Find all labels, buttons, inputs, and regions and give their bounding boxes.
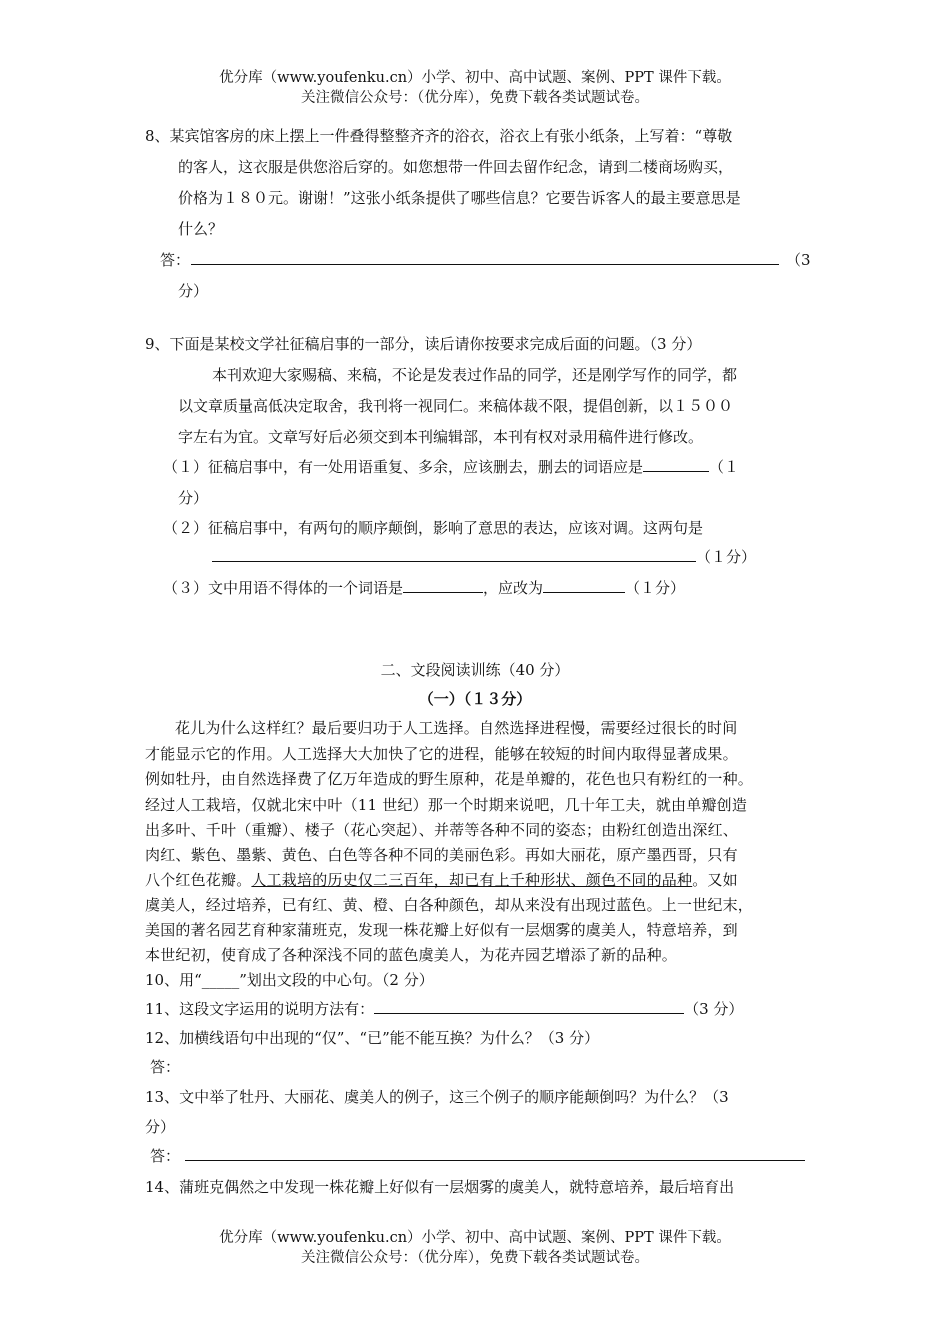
q9-notice-line-1: 本刊欢迎大家赐稿、来稿，不论是发表过作品的同学，还是刚学写作的同学，都 — [212, 366, 738, 384]
q9-sub3-text-b: ，应改为 — [483, 579, 544, 597]
q9-sub3-score: （１分） — [625, 579, 686, 597]
q8-score-b: 分） — [178, 282, 209, 300]
footer-line-1: 优分库（www.youfenku.cn）小学、初中、高中试题、案例、PPT 课件下载。 — [219, 1230, 731, 1246]
q9-sub1-blank[interactable] — [643, 456, 709, 472]
q9-sub3-blank-2[interactable] — [543, 577, 625, 593]
passage-line-1: 花儿为什么这样红？最后要归功于人工选择。自然选择进程慢，需要经过很长的时间 — [175, 719, 738, 737]
section-2-title: 二、文段阅读训练（40 分） — [380, 661, 570, 679]
q9-notice-line-3: 字左右为宜。文章写好后必须交到本刊编辑部，本刊有权对录用稿件进行修改。 — [178, 428, 704, 446]
passage-line-2: 才能显示它的作用。人工选择大大加快了它的进程，能够在较短的时间内取得显著成果。 — [145, 745, 738, 763]
q8-line-3: 价格为１８０元。谢谢！”这张小纸条提供了哪些信息？它要告诉客人的最主要意思是 — [178, 189, 741, 207]
q11-text: 11、这段文字运用的说明方法有： — [145, 1000, 375, 1018]
q11-blank[interactable] — [374, 998, 684, 1014]
q13: 13、文中举了牡丹、大丽花、虞美人的例子，这三个例子的顺序能颠倒吗？为什么？（3 — [145, 1088, 729, 1106]
q9-sub1-score-a: （１ — [709, 458, 740, 476]
q14: 14、蒲班克偶然之中发现一株花瓣上好似有一层烟雾的虞美人，就特意培养，最后培育出 — [145, 1178, 735, 1196]
q10: 10、用“_____”划出文段的中心句。（2 分） — [145, 971, 434, 989]
q9-sub3-blank-1[interactable] — [403, 577, 483, 593]
passage-line-7-a: 八个红色花瓣。 — [145, 871, 252, 889]
q8-answer-label: 答： — [160, 251, 191, 269]
q9-sub2: （２）征稿启事中，有两句的顺序颠倒，影响了意思的表达，应该对调。这两句是 — [163, 519, 704, 537]
passage-line-3: 例如牡丹，由自然选择费了亿万年造成的野生原种，花是单瓣的，花色也只有粉红的一种。 — [145, 770, 754, 788]
q8-line-1: 8、某宾馆客房的床上摆上一件叠得整整齐齐的浴衣，浴衣上有张小纸条，上写着：“尊敬 — [145, 127, 733, 145]
section-2-part-1: （一）（１３分） — [418, 690, 532, 708]
q9-intro: 9、下面是某校文学社征稿启事的一部分，读后请你按要求完成后面的问题。（3 分） — [145, 335, 702, 353]
q12-answer-label: 答： — [150, 1058, 181, 1076]
passage-line-6: 肉红、紫色、墨紫、黄色、白色等各种不同的美丽色彩。再如大丽花，原产墨西哥，只有 — [145, 846, 738, 864]
q9-sub3 — [163, 577, 685, 598]
q9-notice-line-2: 以文章质量高低决定取舍，我刊将一视同仁。来稿体裁不限，提倡创新，以１５００ — [178, 397, 734, 415]
header-line-1: 优分库（www.youfenku.cn）小学、初中、高中试题、案例、PPT 课件下载。 — [219, 70, 731, 86]
passage-line-10: 本世纪初，使育成了各种深浅不同的蓝色虞美人，为花卉园艺增添了新的品种。 — [145, 946, 678, 964]
passage-line-5: 出多叶、千叶（重瓣）、楼子（花心突起）、并蒂等各种不同的姿态；由粉红创造出深红、 — [145, 821, 739, 839]
q8-answer-blank[interactable] — [191, 249, 779, 269]
q8-line-2: 的客人，这衣服是供您浴后穿的。如您想带一件回去留作纪念，请到二楼商场购买， — [178, 158, 734, 176]
passage-line-9: 美国的著名园艺育种家蒲班克，发现一株花瓣上好似有一层烟雾的虞美人，特意培养，到 — [145, 921, 738, 939]
passage-line-8: 虞美人，经过培养，已有红、黄、橙、白各种颜色，却从来没有出现过蓝色。上一世纪末， — [145, 896, 754, 914]
header-line-2: 关注微信公众号：（优分库），免费下载各类试题试卷。 — [301, 90, 649, 106]
q9-sub1 — [163, 456, 739, 477]
q13-score-b: 分） — [145, 1118, 176, 1136]
footer-line-2: 关注微信公众号：（优分库），免费下载各类试题试卷。 — [301, 1250, 649, 1266]
q12: 12、加横线语句中出现的“仅”、“已”能不能互换？为什么？（3 分） — [145, 1029, 600, 1047]
passage-line-7 — [145, 869, 738, 890]
q13-answer-label: 答： — [150, 1147, 181, 1165]
q11 — [145, 998, 743, 1019]
q8-score-a: （3 — [786, 251, 811, 269]
q13-answer-blank[interactable] — [185, 1145, 805, 1165]
q11-score: （3 分） — [684, 1000, 744, 1018]
q9-sub2-score: （１分） — [696, 548, 757, 566]
q9-sub2-blank[interactable] — [212, 546, 696, 562]
q9-sub1-text: （１）征稿启事中，有一处用语重复、多余，应该删去，删去的词语应是 — [163, 458, 644, 476]
q9-sub1-score-b: 分） — [178, 489, 209, 507]
passage-underlined-sentence: 人工栽培的历史仅二三百年，却已有上千种形状、颜色不同的品种 — [251, 871, 693, 889]
passage-line-4: 经过人工栽培，仅就北宋中叶（11 世纪）那一个时期来说吧，几十年工夫，就由单瓣创造 — [145, 796, 748, 814]
q9-sub2-answer — [212, 546, 756, 567]
passage-line-7-b: 。又如 — [692, 871, 738, 889]
q9-sub3-text-a: （３）文中用语不得体的一个词语是 — [163, 579, 404, 597]
q8-line-4: 什么？ — [178, 220, 224, 238]
